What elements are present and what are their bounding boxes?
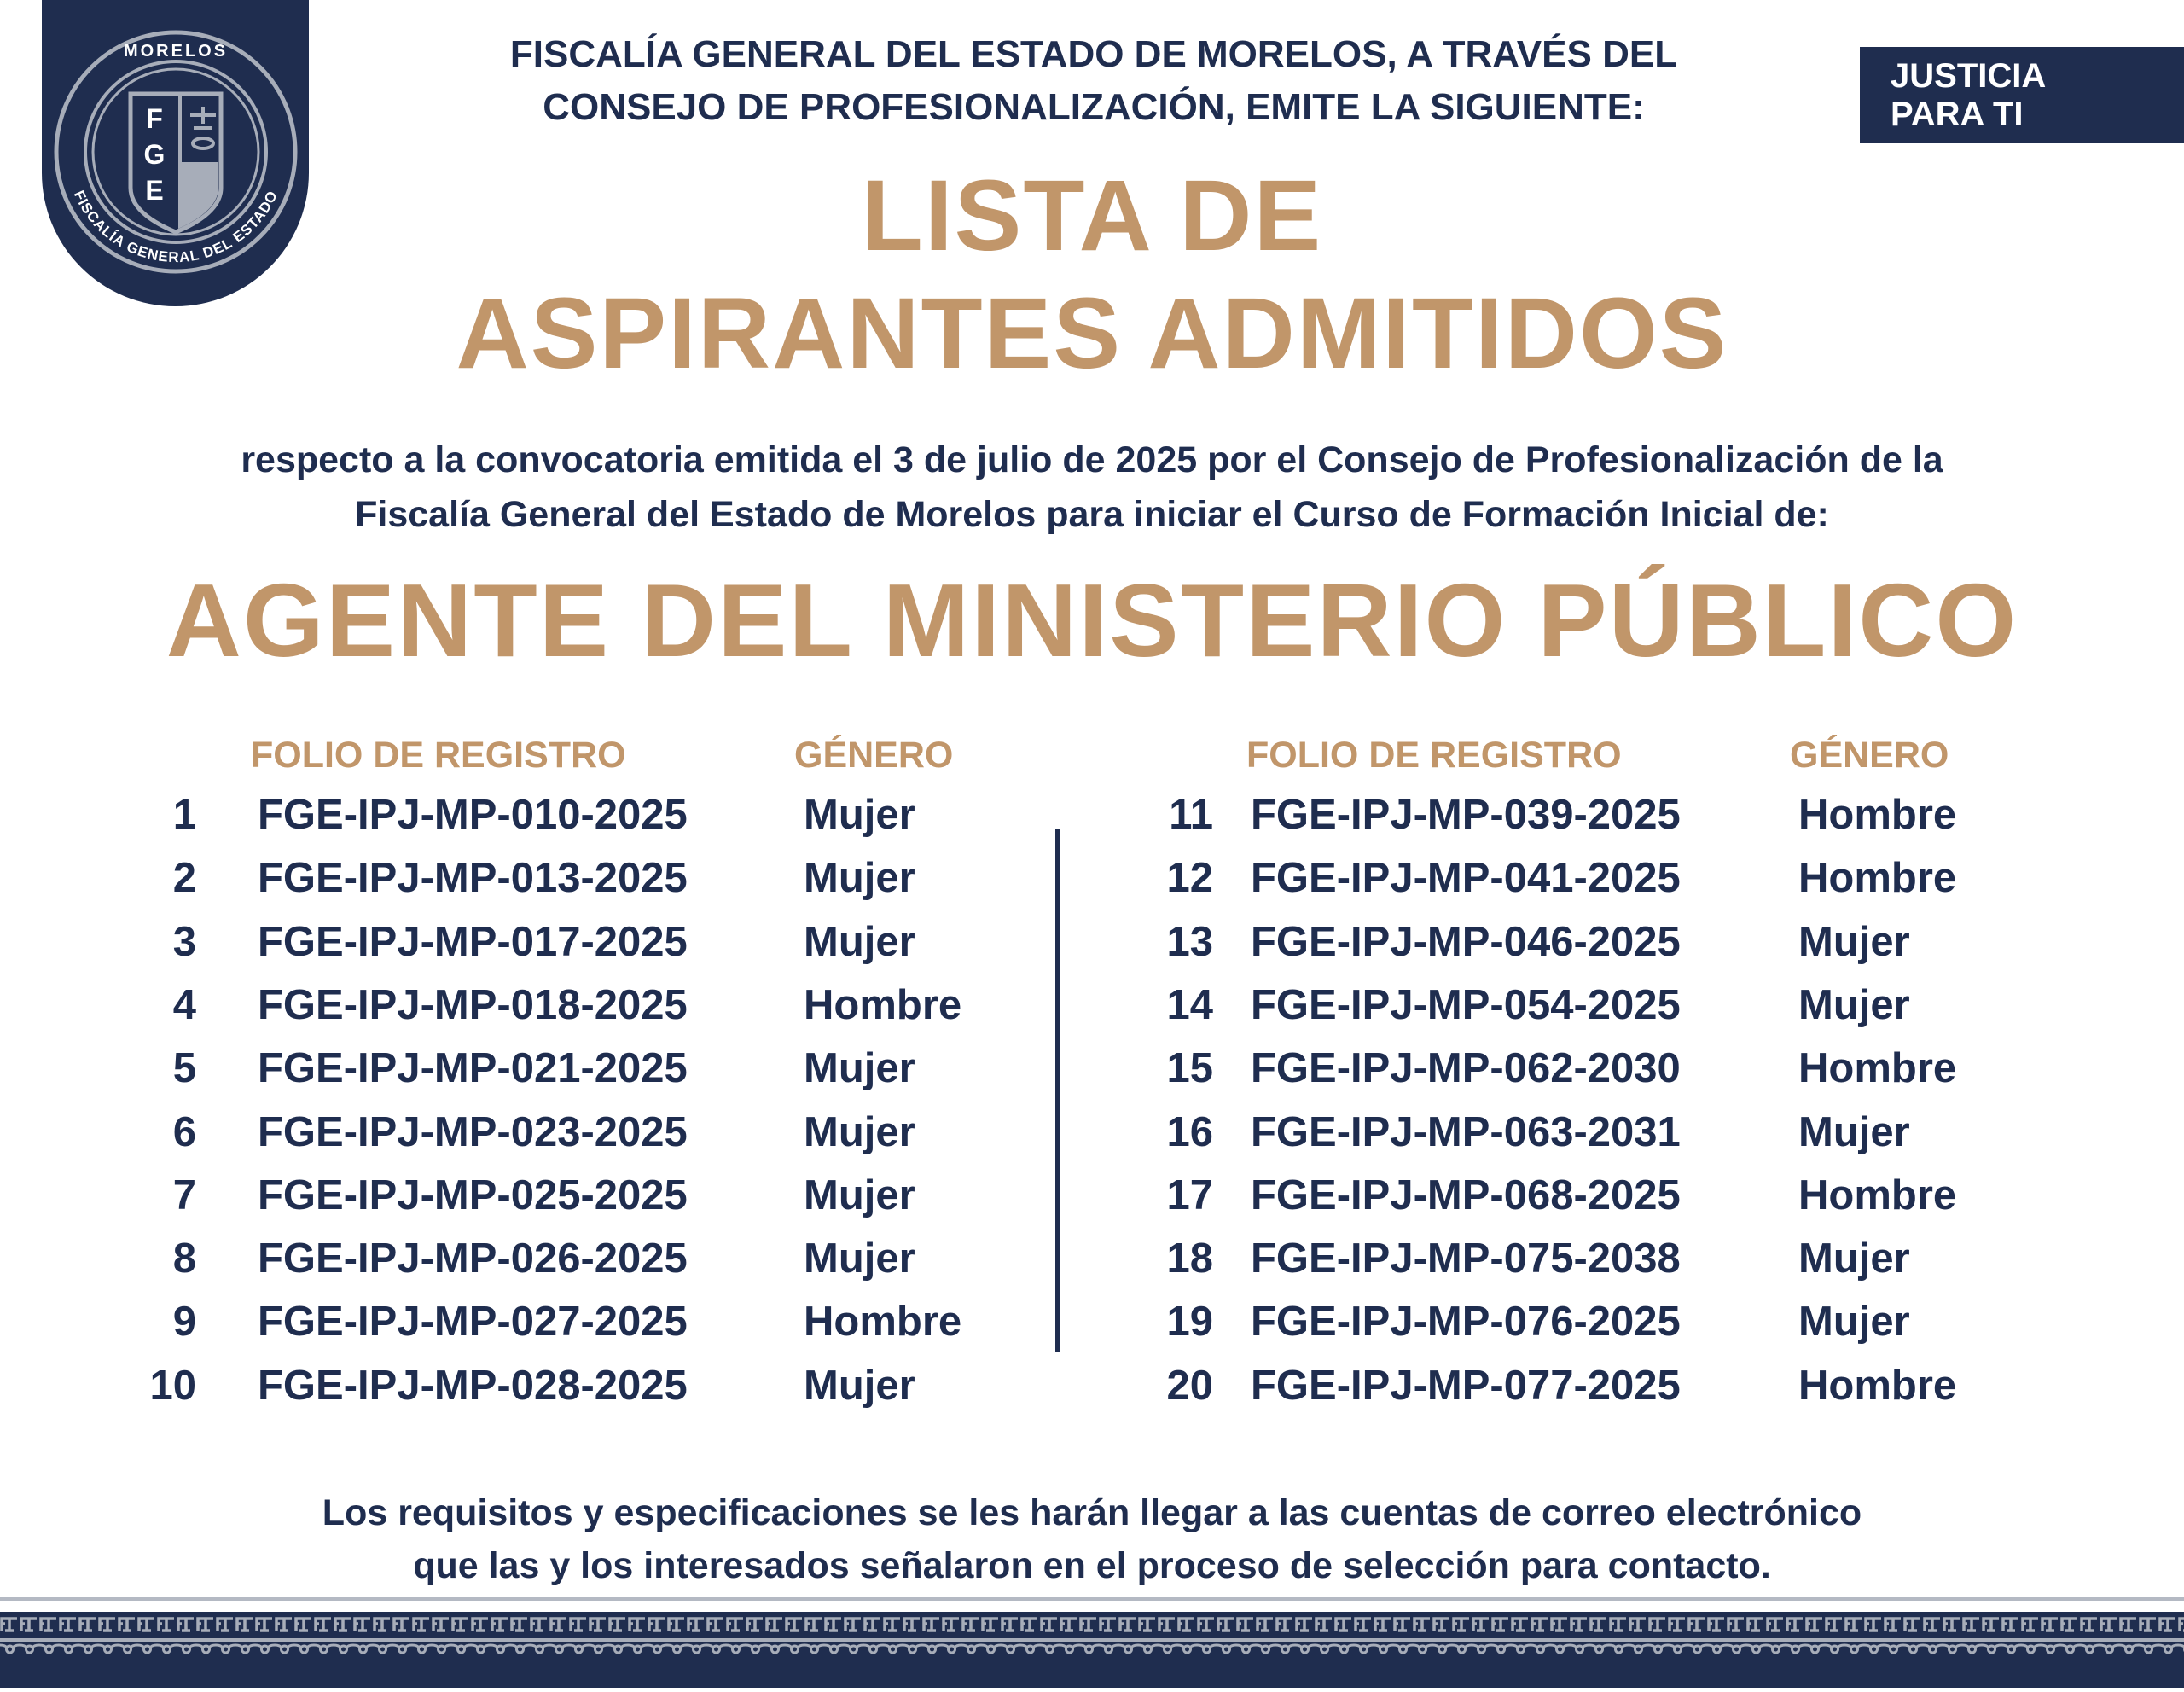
table-row bbox=[128, 1037, 981, 1100]
badge-line-2: PARA TI bbox=[1891, 96, 2024, 133]
table-row bbox=[128, 783, 981, 846]
svg-text:F: F bbox=[146, 103, 163, 134]
row-number: 2 bbox=[172, 855, 196, 902]
row-number: 7 bbox=[172, 1172, 196, 1218]
table-row bbox=[1145, 1290, 1998, 1353]
table-row bbox=[1145, 1037, 1998, 1100]
table-row bbox=[1145, 1227, 1998, 1290]
table-row bbox=[1145, 783, 1998, 846]
svg-text:FISCALÍA GENERAL DEL ESTADO: FISCALÍA GENERAL DEL ESTADO bbox=[70, 188, 282, 266]
header-line-2: CONSEJO DE PROFESIONALIZACIÓN, EMITE LA SIGUIENTE: bbox=[543, 86, 1645, 128]
row-number: 18 bbox=[1166, 1236, 1213, 1282]
row-number: 17 bbox=[1166, 1172, 1213, 1218]
row-number: 13 bbox=[1166, 918, 1213, 965]
row-number: 15 bbox=[1166, 1045, 1213, 1092]
folio-value: FGE-IPJ-MP-025-2025 bbox=[258, 1172, 688, 1218]
genero-value: Hombre bbox=[1798, 1045, 1957, 1092]
row-number: 10 bbox=[149, 1362, 196, 1409]
column-header-folio-right: FOLIO DE REGISTRO bbox=[1246, 735, 1622, 776]
genero-value: Mujer bbox=[804, 855, 915, 902]
column-header-genero-left: GÉNERO bbox=[794, 735, 954, 776]
genero-value: Mujer bbox=[1798, 1236, 1910, 1282]
table-row bbox=[128, 1227, 981, 1290]
folio-value: FGE-IPJ-MP-054-2025 bbox=[1251, 981, 1681, 1028]
table-row bbox=[128, 1164, 981, 1227]
folio-value: FGE-IPJ-MP-063-2031 bbox=[1251, 1108, 1681, 1155]
folio-value: FGE-IPJ-MP-021-2025 bbox=[258, 1045, 688, 1092]
genero-value: Hombre bbox=[1798, 1362, 1957, 1409]
decorative-footer-band bbox=[0, 1612, 2184, 1688]
folio-value: FGE-IPJ-MP-062-2030 bbox=[1251, 1045, 1681, 1092]
footer-line-2: que las y los interesados señalaron en el proceso de selección para contacto. bbox=[413, 1545, 1771, 1586]
table-row bbox=[128, 1101, 981, 1164]
row-number: 20 bbox=[1166, 1362, 1213, 1409]
table-row bbox=[128, 974, 981, 1037]
badge-line-1: JUSTICIA bbox=[1891, 57, 2047, 95]
folio-value: FGE-IPJ-MP-018-2025 bbox=[258, 981, 688, 1028]
genero-value: Mujer bbox=[804, 918, 915, 965]
row-number: 1 bbox=[172, 792, 196, 838]
table-row bbox=[128, 1354, 981, 1417]
column-header-genero-right: GÉNERO bbox=[1790, 735, 1949, 776]
intro-line-2: Fiscalía General del Estado de Morelos para iniciar el Curso de Formación Inicial de: bbox=[355, 494, 1829, 535]
course-title: AGENTE DEL MINISTERIO PÚBLICO bbox=[166, 562, 2018, 678]
genero-value: Mujer bbox=[1798, 1299, 1910, 1346]
table-row bbox=[128, 910, 981, 974]
table-row bbox=[1145, 846, 1998, 910]
table-row bbox=[1145, 910, 1998, 974]
genero-value: Mujer bbox=[1798, 981, 1910, 1028]
header-line-1: FISCALÍA GENERAL DEL ESTADO DE MORELOS, A TRAVÉS DEL bbox=[509, 33, 1678, 75]
folio-value: FGE-IPJ-MP-076-2025 bbox=[1251, 1299, 1681, 1346]
genero-value: Mujer bbox=[804, 1045, 915, 1092]
folio-value: FGE-IPJ-MP-077-2025 bbox=[1251, 1362, 1681, 1409]
row-number: 9 bbox=[172, 1299, 196, 1346]
folio-value: FGE-IPJ-MP-068-2025 bbox=[1251, 1172, 1681, 1218]
svg-text:MORELOS: MORELOS bbox=[123, 42, 229, 61]
column-header-folio-left: FOLIO DE REGISTRO bbox=[251, 735, 626, 776]
folio-value: FGE-IPJ-MP-028-2025 bbox=[258, 1362, 688, 1409]
greek-pattern-icon bbox=[0, 1612, 2184, 1688]
folio-value: FGE-IPJ-MP-041-2025 bbox=[1251, 855, 1681, 902]
genero-value: Mujer bbox=[804, 792, 915, 838]
genero-value: Mujer bbox=[804, 1108, 915, 1155]
genero-value: Mujer bbox=[804, 1362, 915, 1409]
genero-value: Hombre bbox=[1798, 855, 1957, 902]
folio-value: FGE-IPJ-MP-075-2038 bbox=[1251, 1236, 1681, 1282]
row-number: 4 bbox=[172, 981, 196, 1028]
row-number: 3 bbox=[172, 918, 196, 965]
table-row bbox=[1145, 1354, 1998, 1417]
genero-value: Mujer bbox=[1798, 918, 1910, 965]
folio-value: FGE-IPJ-MP-023-2025 bbox=[258, 1108, 688, 1155]
table-row bbox=[128, 846, 981, 910]
genero-value: Hombre bbox=[804, 981, 962, 1028]
genero-value: Hombre bbox=[804, 1299, 962, 1346]
row-number: 5 bbox=[172, 1045, 196, 1092]
column-divider bbox=[1055, 829, 1060, 1352]
footer-line-1: Los requisitos y especificaciones se les harán llegar a las cuentas de correo electrónico bbox=[322, 1492, 1862, 1533]
folio-value: FGE-IPJ-MP-026-2025 bbox=[258, 1236, 688, 1282]
justicia-badge bbox=[1860, 47, 2184, 143]
genero-value: Hombre bbox=[1798, 1172, 1957, 1218]
svg-text:E: E bbox=[145, 175, 164, 206]
row-number: 12 bbox=[1166, 855, 1213, 902]
row-number: 6 bbox=[172, 1108, 196, 1155]
row-number: 16 bbox=[1166, 1108, 1213, 1155]
row-number: 14 bbox=[1166, 981, 1213, 1028]
footer-rule bbox=[0, 1597, 2184, 1601]
folio-value: FGE-IPJ-MP-046-2025 bbox=[1251, 918, 1681, 965]
row-number: 8 bbox=[172, 1236, 196, 1282]
title-line-2: ASPIRANTES ADMITIDOS bbox=[456, 277, 1728, 390]
title-line-1: LISTA DE bbox=[861, 160, 1323, 272]
folio-value: FGE-IPJ-MP-013-2025 bbox=[258, 855, 688, 902]
intro-line-1: respecto a la convocatoria emitida el 3 de julio de 2025 por el Consejo de Profesionalización de la bbox=[241, 439, 1943, 480]
genero-value: Mujer bbox=[804, 1172, 915, 1218]
table-row bbox=[1145, 974, 1998, 1037]
folio-value: FGE-IPJ-MP-039-2025 bbox=[1251, 792, 1681, 838]
folio-value: FGE-IPJ-MP-010-2025 bbox=[258, 792, 688, 838]
table-row bbox=[1145, 1101, 1998, 1164]
genero-value: Mujer bbox=[1798, 1108, 1910, 1155]
folio-value: FGE-IPJ-MP-017-2025 bbox=[258, 918, 688, 965]
table-row bbox=[1145, 1164, 1998, 1227]
table-row bbox=[128, 1290, 981, 1353]
genero-value: Hombre bbox=[1798, 792, 1957, 838]
genero-value: Mujer bbox=[804, 1236, 915, 1282]
row-number: 11 bbox=[1169, 792, 1213, 838]
row-number: 19 bbox=[1166, 1299, 1213, 1346]
folio-value: FGE-IPJ-MP-027-2025 bbox=[258, 1299, 688, 1346]
svg-text:G: G bbox=[143, 139, 166, 170]
